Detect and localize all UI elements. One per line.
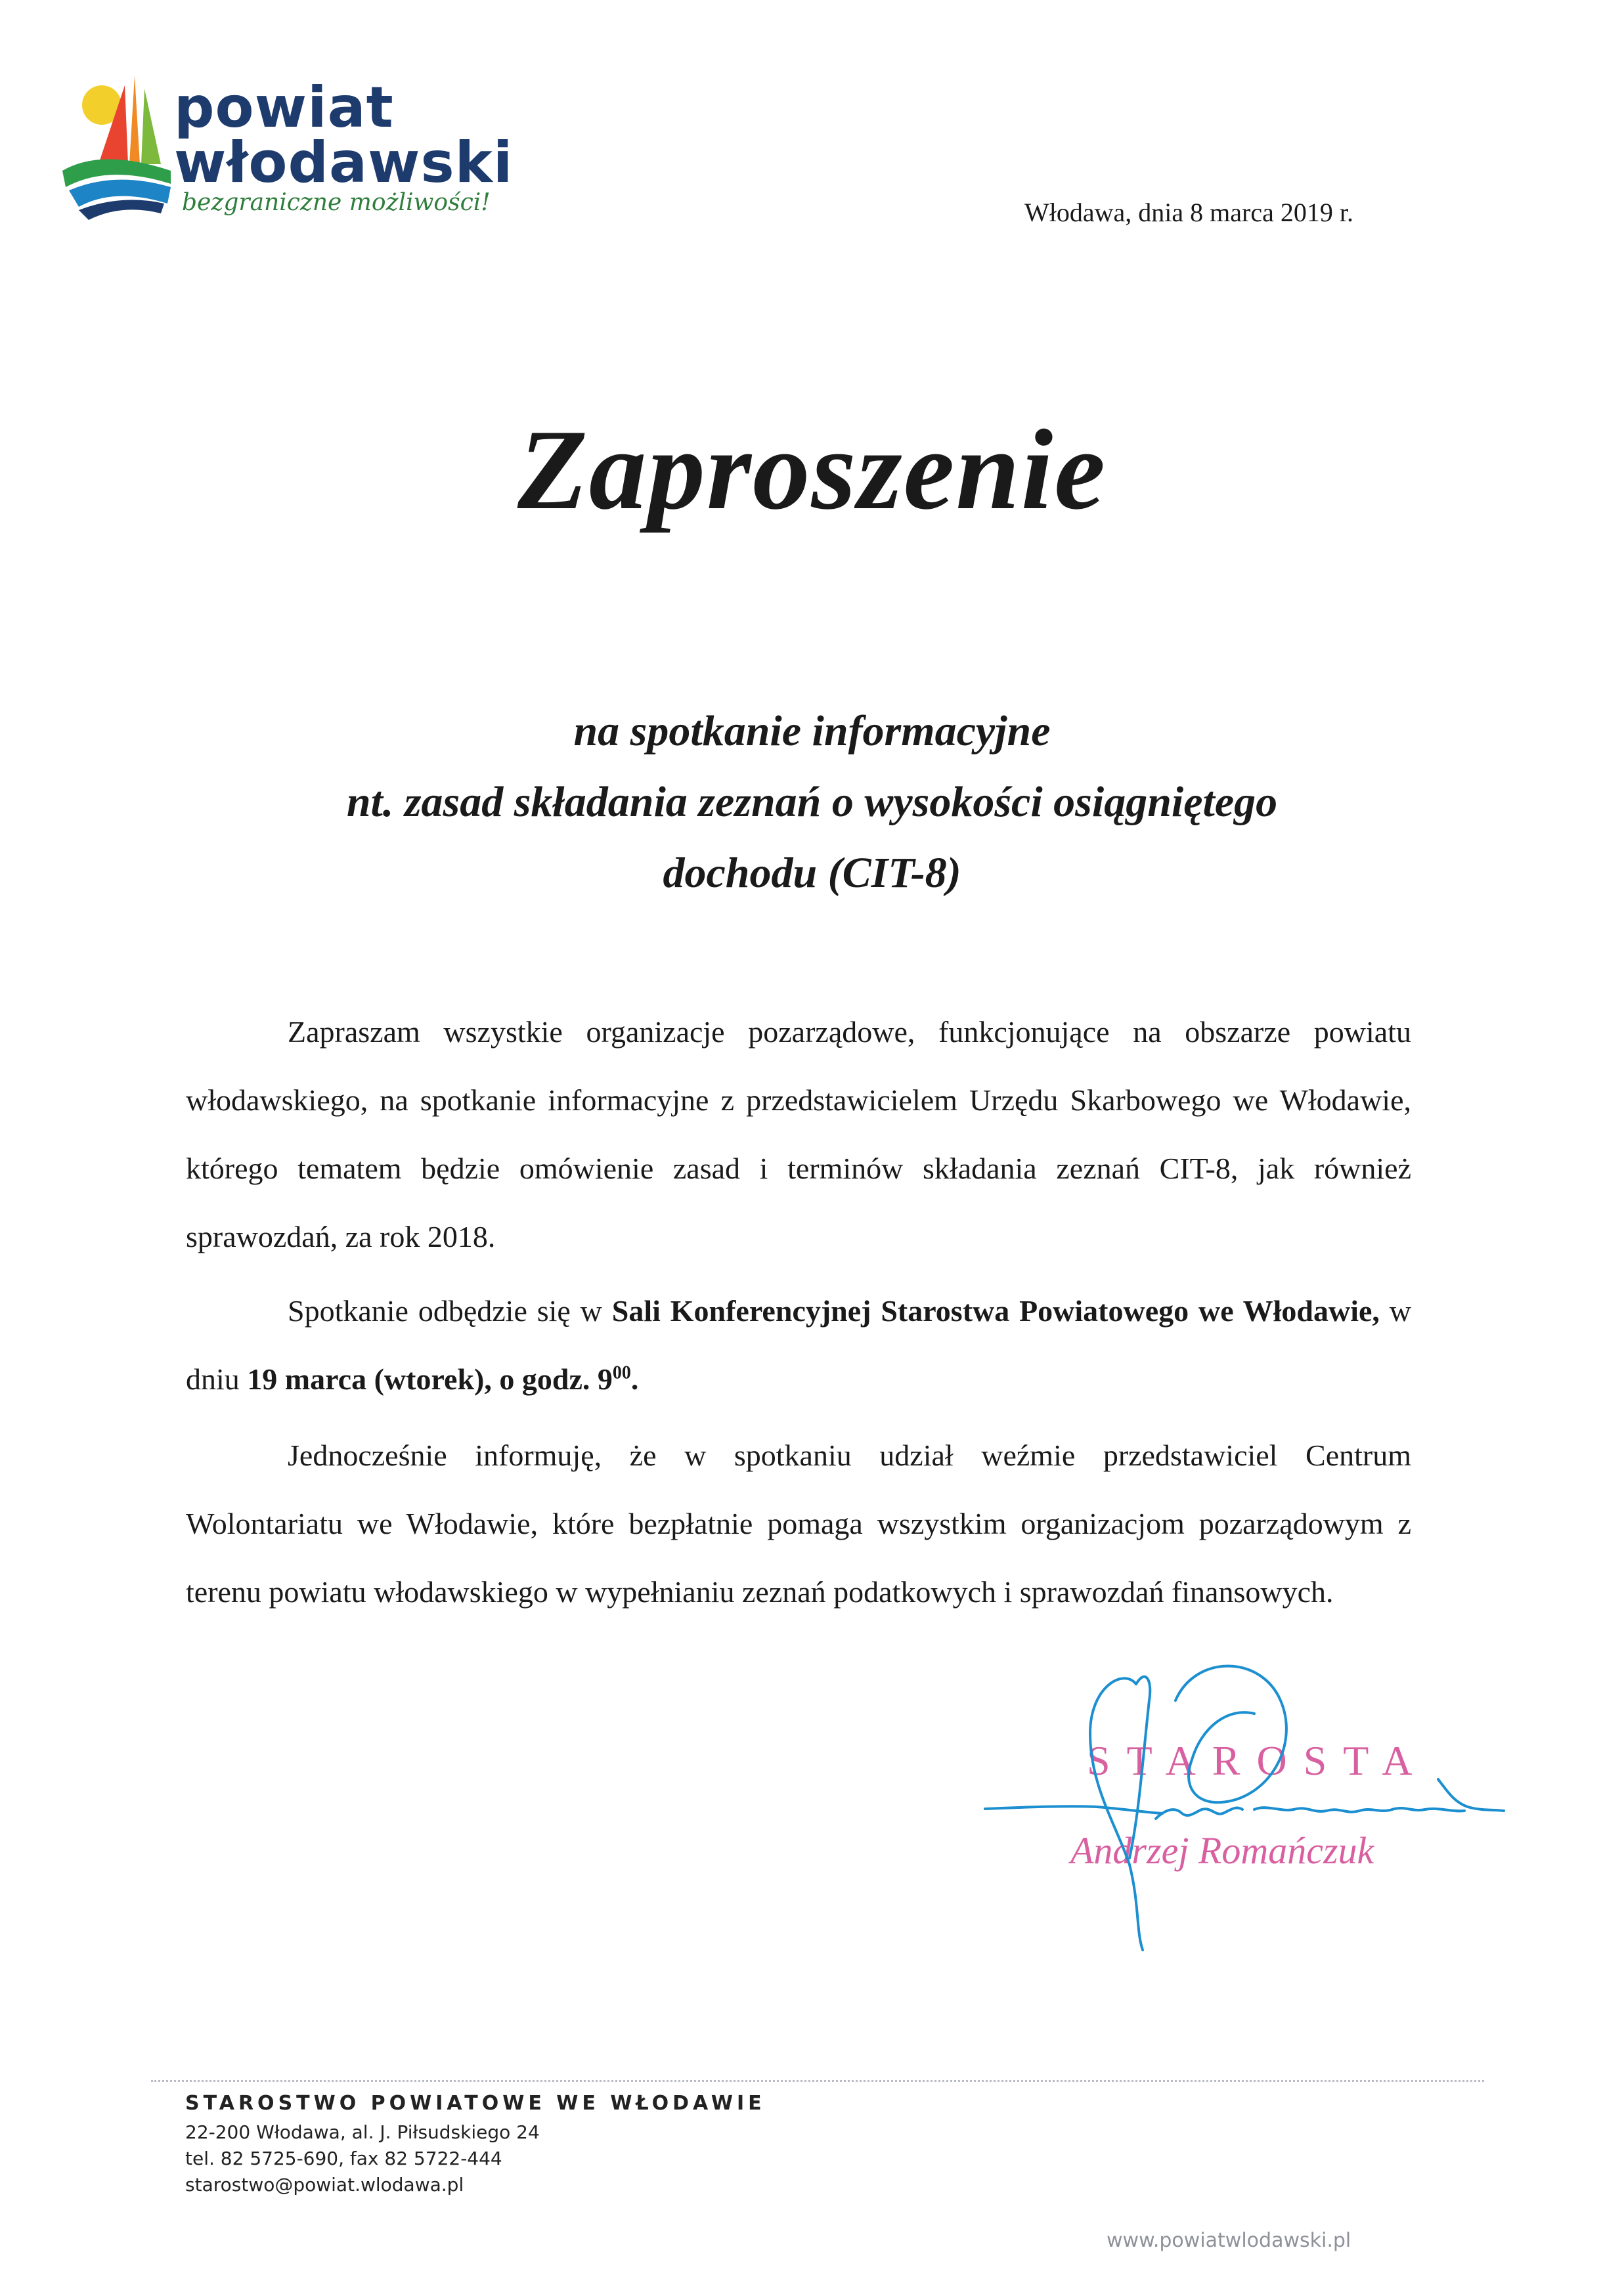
logo-emblem-icon	[62, 72, 174, 230]
document-date: Włodawa, dnia 8 marca 2019 r.	[1024, 198, 1353, 227]
footer-phone: tel. 82 5725-690, fax 82 5722-444	[185, 2148, 502, 2169]
footer-email[interactable]: starostwo@powiat.wlodawa.pl	[185, 2174, 464, 2196]
footer-office-name: STAROSTWO POWIATOWE WE WŁODAWIE	[185, 2092, 766, 2115]
paragraph-volunteer-center-text: Jednocześnie informuję, że w spotkaniu udział weźmie przedstawiciel Centrum Wolontariatu we Włodawie, które bezpłatnie pomaga wszystkim organizacjom pozarządowym z terenu powiatu włodawskiego w wypełnianiu zeznań podatkowych i sprawozdań finansowych.	[186, 1439, 1411, 1609]
footer-website[interactable]: www.powiatwlodawski.pl	[1107, 2229, 1351, 2252]
footer-contact-block	[185, 2088, 766, 2198]
footer-address: 22-200 Włodawa, al. J. Piłsudskiego 24	[185, 2121, 540, 2143]
subtitle-line-3: dochodu (CIT-8)	[663, 849, 961, 897]
paragraph-invitation	[186, 998, 1411, 1271]
meeting-mid-text: w dniu	[186, 1294, 1412, 1396]
document-subtitle	[131, 696, 1493, 909]
logo-text-powiat: powiat	[174, 75, 394, 141]
subtitle-line-1: na spotkanie informacyjne	[573, 707, 1051, 755]
meeting-date-time	[247, 1362, 638, 1396]
paragraph-meeting-details	[186, 1277, 1411, 1414]
powiat-logo	[62, 72, 535, 230]
document-title: Zaproszenie	[517, 406, 1107, 533]
paragraph-volunteer-center	[186, 1421, 1411, 1626]
paragraph-invitation-text: Zapraszam wszystkie organizacje pozarządowe, funkcjonujące na obszarze powiatu włodawskiego, na spotkanie informacyjne z przedstawicielem Urzędu Skarbowego we Włodawie, którego tematem będzie omówienie zasad i terminów składania zeznań CIT-8, jak również sprawozdań, za rok 2018.	[186, 1015, 1411, 1253]
stamp-name: Andrzej Romańczuk	[1070, 1829, 1374, 1872]
logo-text-wlodawski: włodawski	[174, 130, 514, 196]
footer-divider	[151, 2080, 1484, 2082]
meeting-intro-text: Spotkanie odbędzie się w	[288, 1294, 612, 1328]
logo-tagline: bezgraniczne możliwości!	[182, 189, 491, 216]
meeting-end-punct: .	[630, 1362, 639, 1396]
stamp-title: STAROSTA	[1087, 1737, 1429, 1784]
meeting-time-minutes: 00	[612, 1362, 631, 1383]
handwritten-signature	[978, 1661, 1556, 1957]
meeting-place: Sali Konferencyjnej Starostwa Powiatowego we Włodawie,	[611, 1294, 1380, 1328]
subtitle-line-2: nt. zasad składania zeznań o wysokości osiągniętego	[346, 778, 1278, 826]
meeting-date: 19 marca (wtorek), o godz. 9	[247, 1362, 613, 1396]
